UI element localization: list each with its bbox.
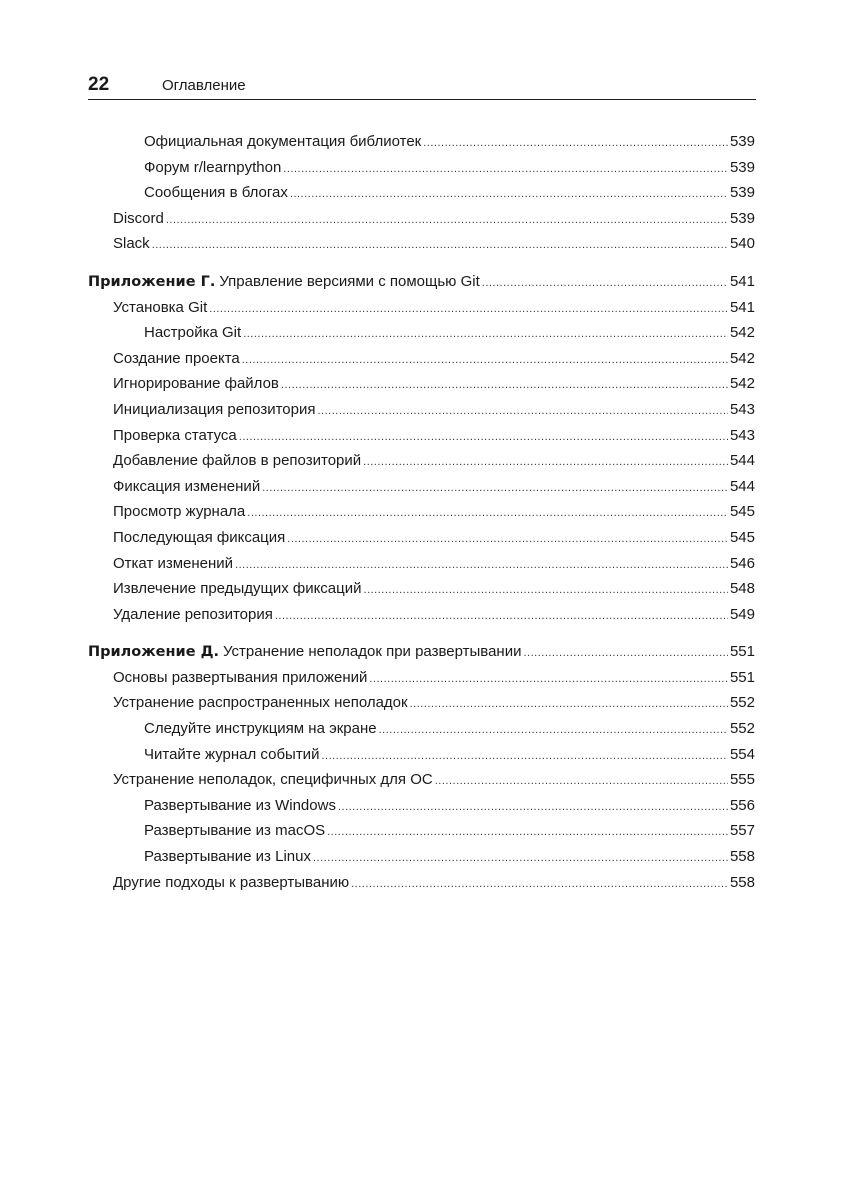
toc-entry[interactable] — [88, 397, 755, 423]
toc-entry-title — [144, 793, 336, 819]
toc-page-number: 551 — [729, 643, 755, 661]
toc-page-number: 544 — [729, 477, 755, 495]
toc-entry-text: Discord — [113, 209, 164, 227]
dot-leader — [287, 527, 728, 553]
dot-leader — [235, 553, 728, 579]
toc-entry-text: Установка Git — [113, 298, 208, 316]
toc-entry-text: Читайте журнал событий — [144, 745, 320, 763]
toc-entry[interactable] — [88, 346, 755, 372]
toc-entry-text: Другие подходы к развертыванию — [113, 873, 350, 891]
toc-entry-title — [144, 844, 311, 870]
appendix-label: Приложение Г. — [88, 273, 216, 290]
toc-entry-text: Устранение неполадок, специфичных для ОС — [113, 771, 433, 789]
toc-entry[interactable] — [88, 716, 755, 742]
toc-page-number: 557 — [729, 822, 755, 840]
dot-leader — [243, 322, 728, 348]
toc-appendix-entry[interactable] — [88, 639, 755, 665]
toc-entry-title — [88, 269, 480, 296]
toc-page-number: 542 — [729, 324, 755, 342]
dot-leader — [290, 182, 728, 208]
toc-entry-title — [144, 155, 281, 181]
dot-leader — [313, 846, 728, 872]
toc-entry[interactable] — [88, 576, 755, 602]
toc-entry-text: Основы развертывания приложений — [113, 668, 368, 686]
dot-leader — [363, 450, 728, 476]
toc-entry[interactable] — [88, 818, 755, 844]
toc-entry-text: Управление версиями с помощью Git — [219, 272, 480, 290]
toc-entry-text: Откат изменений — [113, 554, 234, 572]
toc-entry[interactable] — [88, 499, 755, 525]
toc-entry[interactable] — [88, 180, 755, 206]
toc-entry-text: Инициализация репозитория — [113, 400, 316, 418]
toc-entry-text: Создание проекта — [113, 349, 240, 367]
toc-page-number: 554 — [729, 745, 755, 763]
toc-entry-text: Извлечение предыдущих фиксаций — [113, 580, 362, 598]
toc-entry[interactable] — [88, 551, 755, 577]
dot-leader — [283, 157, 728, 183]
toc-entry[interactable] — [88, 371, 755, 397]
page-header — [88, 74, 756, 100]
toc-entry-text: Развертывание из macOS — [144, 822, 326, 840]
toc-entry-title — [113, 397, 316, 423]
toc-entry[interactable] — [88, 423, 755, 449]
toc-page-number: 541 — [729, 272, 755, 290]
toc-entry-title — [113, 870, 349, 896]
dot-leader — [369, 667, 728, 693]
toc-page-number: 544 — [729, 452, 755, 470]
toc-entry-title — [113, 346, 240, 372]
dot-leader — [152, 233, 728, 259]
toc-entry-text: Развертывание из Linux — [144, 848, 311, 866]
toc-entry-title — [144, 716, 377, 742]
table-of-contents — [88, 129, 755, 895]
toc-entry[interactable] — [88, 206, 755, 232]
toc-entry-text: Настройка Git — [144, 324, 242, 342]
toc-page-number: 545 — [729, 528, 755, 546]
toc-entry-title — [113, 767, 433, 793]
toc-page-number: 543 — [729, 400, 755, 418]
toc-entry-title — [88, 639, 521, 666]
toc-entry-title — [144, 818, 325, 844]
toc-page-number: 552 — [729, 720, 755, 738]
toc-page-number: 539 — [729, 158, 755, 176]
dot-leader — [351, 872, 728, 898]
toc-entry[interactable] — [88, 320, 755, 346]
toc-entry-title — [113, 448, 361, 474]
toc-page-number: 540 — [729, 235, 755, 253]
toc-entry-title — [113, 423, 237, 449]
toc-page-number: 543 — [729, 426, 755, 444]
toc-entry-title — [113, 602, 273, 628]
dot-leader — [410, 692, 728, 718]
toc-entry-title — [113, 551, 233, 577]
toc-entry[interactable] — [88, 690, 755, 716]
toc-page-number: 558 — [729, 848, 755, 866]
appendix-label: Приложение Д. — [88, 644, 220, 661]
toc-entry-text: Развертывание из Windows — [144, 796, 336, 814]
toc-entry-title — [144, 320, 241, 346]
toc-entry-text: Следуйте инструкциям на экране — [144, 720, 377, 738]
dot-leader — [281, 373, 728, 399]
toc-page-number: 542 — [729, 375, 755, 393]
toc-entry[interactable] — [88, 129, 755, 155]
toc-entry[interactable] — [88, 525, 755, 551]
dot-leader — [435, 769, 728, 795]
toc-entry[interactable] — [88, 793, 755, 819]
toc-entry-title — [113, 525, 285, 551]
dot-leader — [482, 271, 728, 297]
dot-leader — [275, 604, 728, 630]
toc-entry-title — [113, 499, 245, 525]
toc-entry-title — [113, 474, 260, 500]
toc-page-number: 556 — [729, 796, 755, 814]
toc-entry-text: Фиксация изменений — [113, 477, 261, 495]
dot-leader — [166, 208, 728, 234]
toc-entry-text: Просмотр журнала — [113, 503, 246, 521]
running-title: Оглавление — [162, 77, 246, 94]
toc-entry[interactable] — [88, 665, 755, 691]
toc-page-number: 542 — [729, 349, 755, 367]
toc-entry-text: Форум r/learnpython — [144, 158, 282, 176]
toc-entry-text: Удаление репозитория — [113, 605, 273, 623]
toc-entry-title — [113, 295, 207, 321]
toc-entry-title — [113, 665, 367, 691]
toc-page-number: 539 — [729, 184, 755, 202]
dot-leader — [327, 820, 728, 846]
dot-leader — [338, 795, 728, 821]
toc-page-number: 552 — [729, 694, 755, 712]
dot-leader — [321, 744, 728, 770]
toc-entry-title — [144, 742, 319, 768]
dot-leader — [379, 718, 728, 744]
toc-page-number: 551 — [729, 668, 755, 686]
toc-entry[interactable] — [88, 742, 755, 768]
toc-page-number: 555 — [729, 771, 755, 789]
toc-page-number: 549 — [729, 605, 755, 623]
header-rule — [88, 99, 756, 100]
toc-entry-title — [113, 206, 164, 232]
toc-page-number: 558 — [729, 873, 755, 891]
toc-entry-title — [144, 129, 421, 155]
dot-leader — [423, 131, 728, 157]
toc-entry-text: Сообщения в блогах — [144, 184, 288, 202]
dot-leader — [209, 297, 728, 323]
toc-entry-text: Игнорирование файлов — [113, 375, 279, 393]
toc-entry[interactable] — [88, 295, 755, 321]
toc-entry-text: Устранение неполадок при развертывании — [223, 643, 522, 661]
toc-page-number: 545 — [729, 503, 755, 521]
toc-entry-text: Официальная документация библиотек — [144, 133, 422, 150]
toc-entry[interactable] — [88, 474, 755, 500]
toc-page-number: 548 — [729, 580, 755, 598]
toc-entry[interactable] — [88, 231, 755, 257]
toc-entry-title — [113, 231, 150, 257]
toc-entry-title — [113, 690, 408, 716]
toc-page-number: 541 — [729, 298, 755, 316]
dot-leader — [523, 641, 727, 667]
toc-entry-text: Slack — [113, 235, 150, 253]
toc-page-number: 539 — [729, 133, 755, 150]
toc-entry[interactable] — [88, 870, 755, 896]
dot-leader — [364, 578, 728, 604]
toc-entry[interactable] — [88, 844, 755, 870]
toc-page-number: 546 — [729, 554, 755, 572]
page-number: 22 — [88, 74, 110, 95]
toc-entry-title — [144, 180, 288, 206]
toc-entry[interactable] — [88, 602, 755, 628]
toc-entry-title — [113, 371, 279, 397]
toc-page-number: 539 — [729, 209, 755, 227]
dot-leader — [262, 476, 728, 502]
toc-entry-text: Последующая фиксация — [113, 528, 286, 546]
toc-entry-title — [113, 576, 362, 602]
toc-entry[interactable] — [88, 448, 755, 474]
dot-leader — [242, 348, 728, 374]
toc-entry[interactable] — [88, 767, 755, 793]
toc-entry[interactable] — [88, 155, 755, 181]
toc-entry-text: Проверка статуса — [113, 426, 237, 444]
toc-appendix-entry[interactable] — [88, 269, 755, 295]
dot-leader — [318, 399, 728, 425]
toc-entry-text: Добавление файлов в репозиторий — [113, 452, 362, 470]
dot-leader — [239, 425, 728, 451]
dot-leader — [247, 501, 728, 527]
toc-entry-text: Устранение распространенных неполадок — [113, 694, 408, 712]
